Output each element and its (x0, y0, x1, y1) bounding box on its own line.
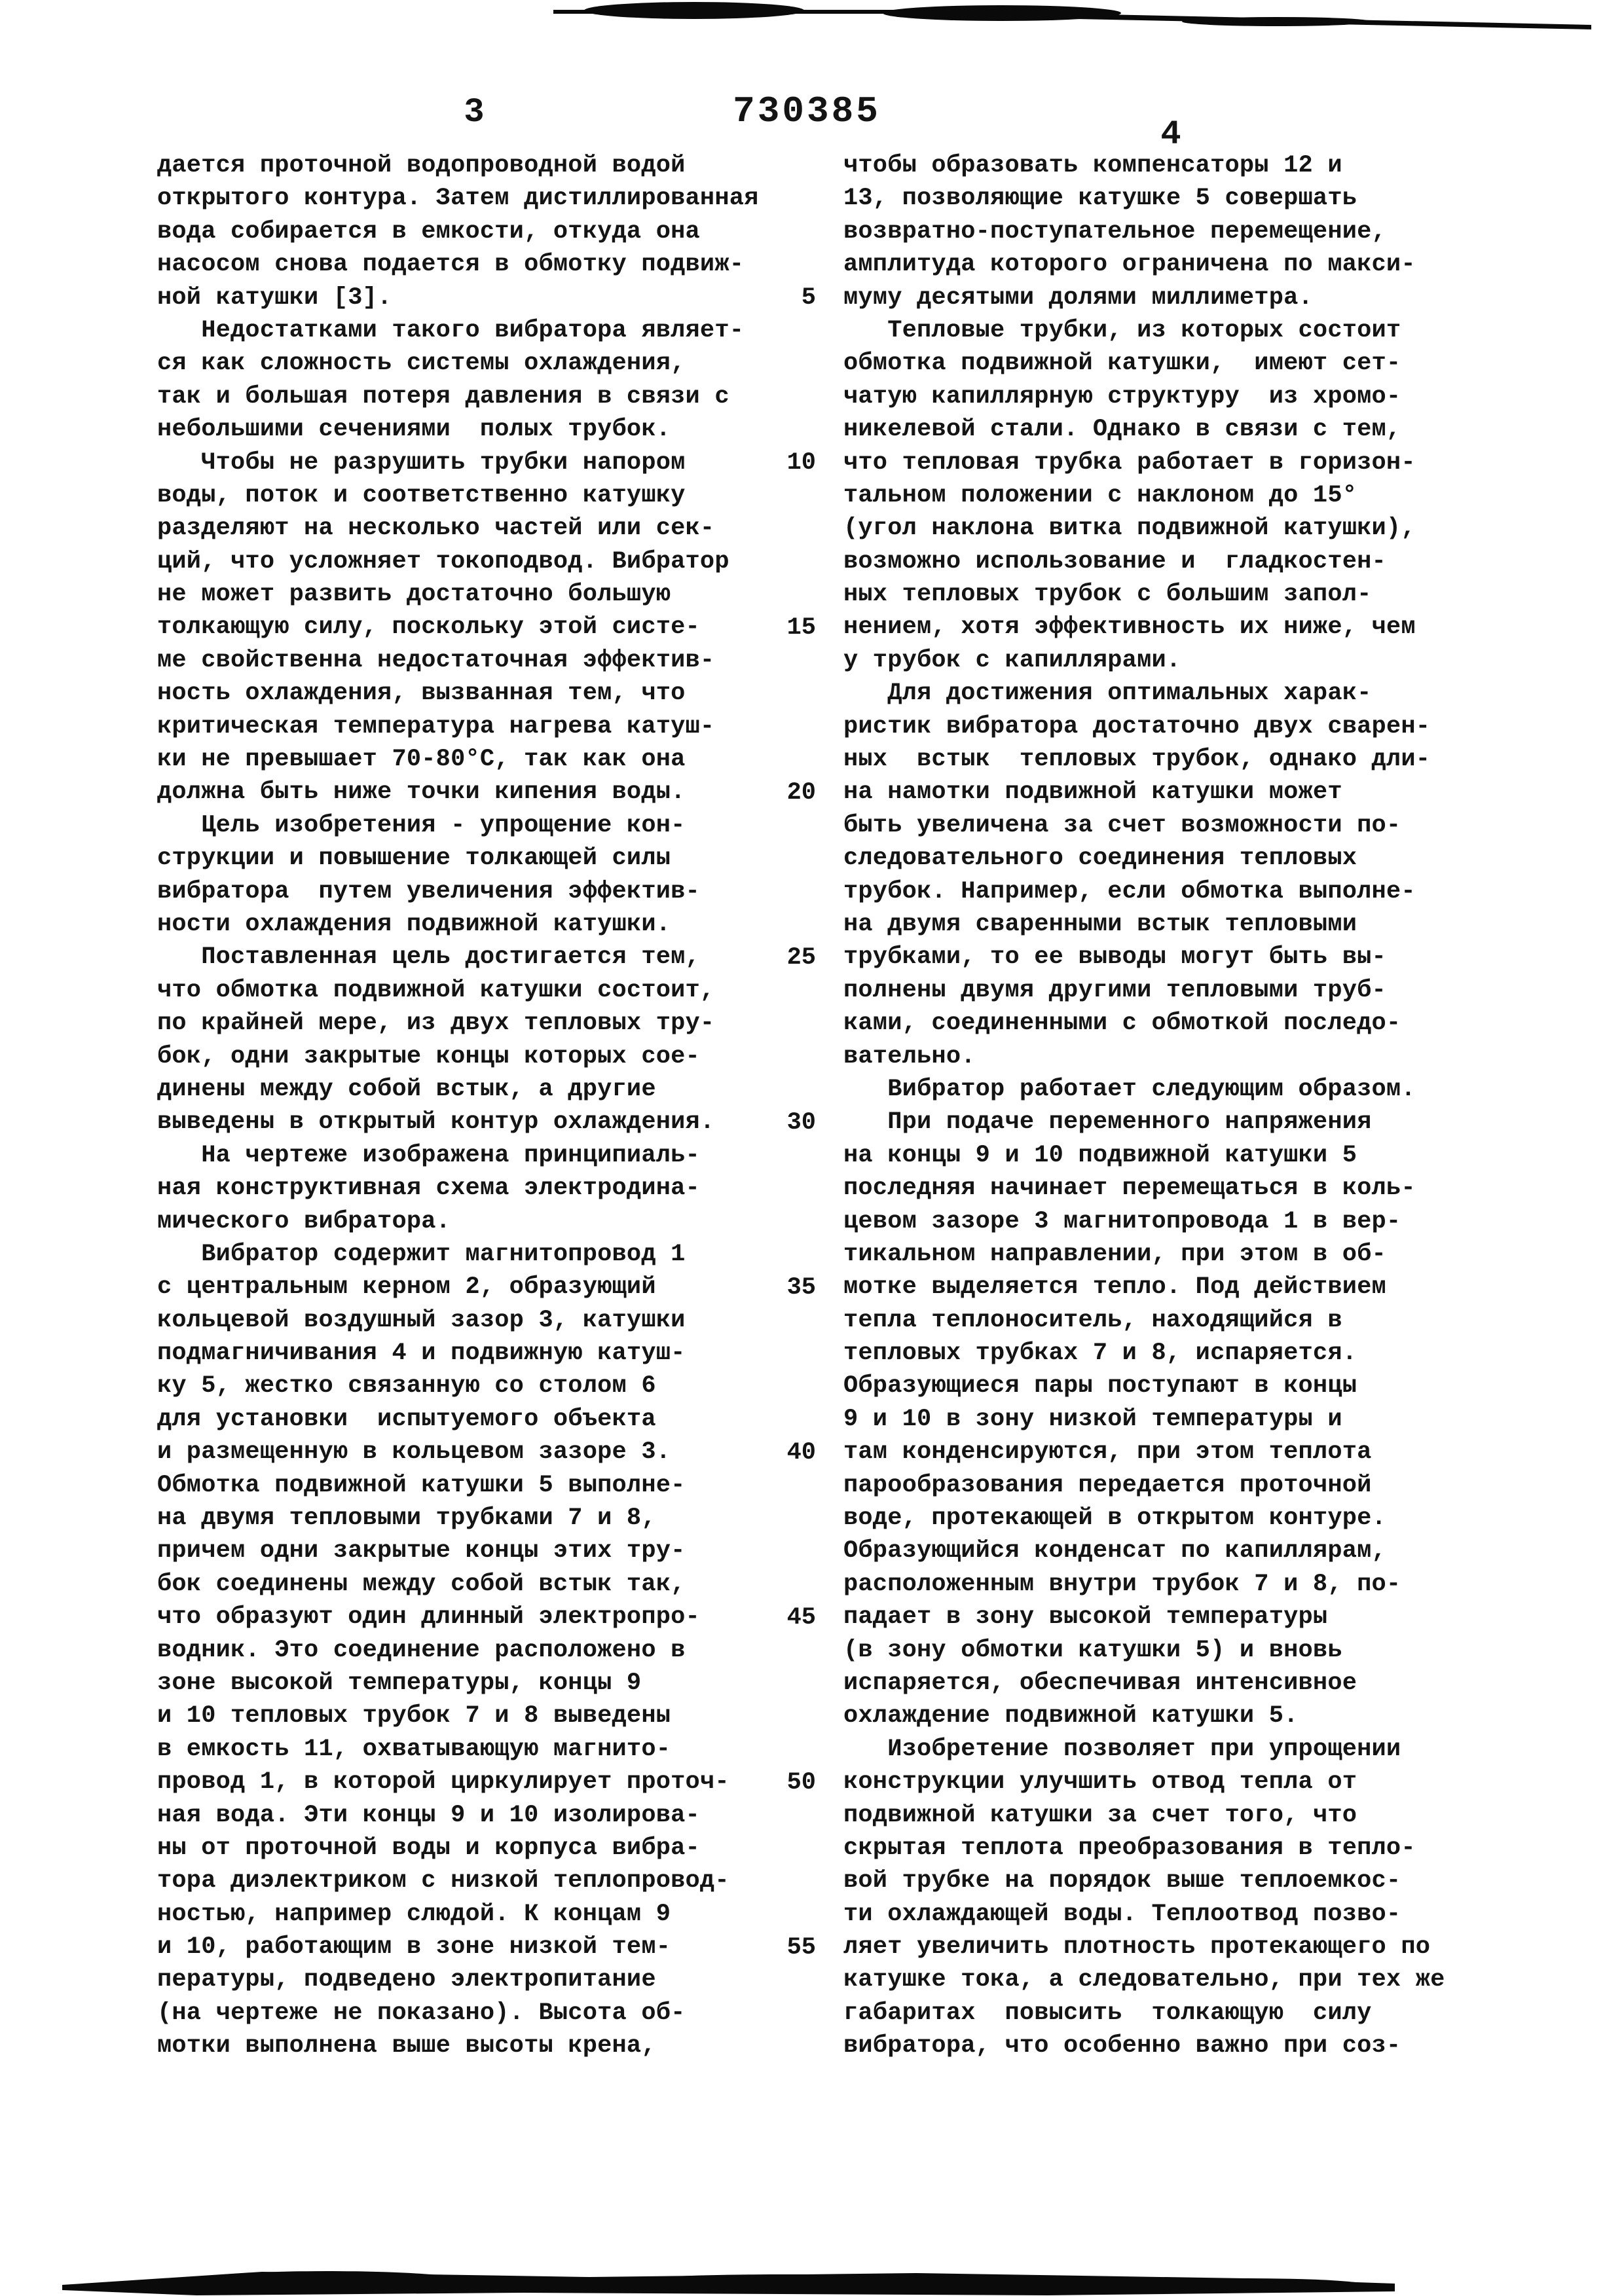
text-line: нением, хотя эффективность их ниже, чем (843, 613, 1416, 642)
text-line: Чтобы не разрушить трубки напором (157, 448, 686, 477)
text-line: так и большая потеря давления в связи с (157, 382, 729, 410)
text-line: насосом снова подается в обмотку подвиж- (157, 251, 745, 279)
text-line: скрытая теплота преобразования в тепло- (843, 1834, 1416, 1862)
text-line: (угол наклона витка подвижной катушки), (843, 515, 1416, 543)
text-line: Для достижения оптимальных харак- (843, 680, 1372, 708)
text-line: Образующийся конденсат по капиллярам, (843, 1537, 1386, 1565)
scan-artifact-bottom (0, 2255, 1624, 2296)
text-line: мического вибратора. (157, 1207, 451, 1235)
text-line: вибратора, что особенно важно при соз- (843, 2032, 1401, 2060)
text-line: катушке тока, а следовательно, при тех же (843, 1966, 1445, 1994)
text-line: на концы 9 и 10 подвижной катушки 5 (843, 1141, 1357, 1169)
text-line: ти охлаждающей воды. Теплоотвод позво- (843, 1900, 1401, 1928)
text-line: ристик вибратора достаточно двух сварен- (843, 712, 1431, 740)
text-line: динены между собой встык, а другие (157, 1075, 656, 1103)
text-line: вибратора путем увеличения эффектив- (157, 877, 700, 905)
text-line: чатую капиллярную структуру из хромо- (843, 382, 1401, 410)
text-line: причем одни закрытые концы этих тру- (157, 1537, 686, 1565)
text-line: и 10 тепловых трубок 7 и 8 выведены (157, 1702, 671, 1730)
text-line: никелевой стали. Однако в связи с тем, (843, 416, 1401, 444)
text-line: Поставленная цель достигается тем, (157, 943, 700, 972)
text-line: следовательного соединения тепловых (843, 845, 1357, 873)
text-line: расположенным внутри трубок 7 и 8, по- (843, 1570, 1401, 1598)
line-number: 25 (786, 943, 816, 972)
text-line: вой трубке на порядок выше теплоемкос- (843, 1867, 1401, 1895)
text-line: воды, поток и соответственно катушку (157, 481, 686, 509)
text-line: Вибратор содержит магнитопровод 1 (157, 1240, 686, 1268)
text-line: тикальном направлении, при этом в об- (843, 1240, 1386, 1268)
text-line: в емкость 11, охватывающую магнито- (157, 1735, 671, 1763)
patent-number: 730385 (733, 90, 881, 132)
text-line: конструкции улучшить отвод тепла от (843, 1768, 1357, 1796)
text-line: Вибратор работает следующим образом. (843, 1075, 1416, 1103)
line-number-gutter (766, 149, 816, 2068)
line-number: 50 (786, 1768, 816, 1796)
line-number: 40 (786, 1438, 816, 1467)
text-line: цевом зазоре 3 магнитопровода 1 в вер- (843, 1207, 1401, 1235)
text-line: провод 1, в которой циркулирует проточ- (157, 1768, 729, 1796)
text-line: на намотки подвижной катушки может (843, 778, 1342, 807)
text-line: ляет увеличить плотность протекающего по (843, 1933, 1431, 1961)
text-line: ки не превышает 70-80°С, так как она (157, 746, 686, 774)
text-line: Изобретение позволяет при упрощении (843, 1735, 1401, 1763)
text-line: муму десятыми долями миллиметра. (843, 283, 1313, 312)
text-line: тепловых трубках 7 и 8, испаряется. (843, 1339, 1357, 1368)
line-number: 5 (801, 283, 816, 312)
text-line: ций, что усложняет токоподвод. Вибратор (157, 547, 729, 575)
text-line: ностью, например слюдой. К концам 9 (157, 1900, 671, 1928)
text-line: не может развить достаточно большую (157, 581, 671, 609)
text-line: на двумя тепловыми трубками 7 и 8, (157, 1504, 656, 1533)
text-line: с центральным керном 2, образующий (157, 1273, 656, 1302)
right-text-column (843, 149, 1459, 2063)
text-line: толкающую силу, поскольку этой систе- (157, 613, 700, 642)
text-line: Образующиеся пары поступают в концы (843, 1372, 1357, 1400)
text-line: водник. Это соединение расположено в (157, 1636, 686, 1664)
text-line: При подаче переменного напряжения (843, 1108, 1372, 1137)
text-line: ку 5, жестко связанную со столом 6 (157, 1372, 656, 1400)
text-line: вательно. (843, 1042, 976, 1070)
text-line: там конденсируются, при этом теплота (843, 1438, 1372, 1467)
text-line: пературы, подведено электропитание (157, 1966, 656, 1994)
text-line: ная вода. Эти концы 9 и 10 изолирова- (157, 1801, 700, 1829)
text-line: обмотка подвижной катушки, имеют сет- (843, 350, 1401, 378)
text-line: струкции и повышение толкающей силы (157, 845, 671, 873)
text-line: 13, позволяющие катушке 5 совершать (843, 185, 1357, 213)
text-line: по крайней мере, из двух тепловых тру- (157, 1010, 715, 1038)
text-line: Тепловые трубки, из которых состоит (843, 316, 1401, 344)
text-line: и 10, работающим в зоне низкой тем- (157, 1933, 671, 1961)
line-number: 30 (786, 1108, 816, 1137)
text-line: (на чертеже не показано). Высота об- (157, 1999, 686, 2027)
text-line: падает в зону высокой температуры (843, 1603, 1328, 1631)
text-line: 9 и 10 в зону низкой температуры и (843, 1405, 1342, 1433)
text-line: ных тепловых трубок с большим запол- (843, 581, 1372, 609)
text-line: воде, протекающей в открытом контуре. (843, 1504, 1386, 1533)
text-line: вода собирается в емкости, откуда она (157, 217, 700, 246)
text-line: тальном положении с наклоном до 15° (843, 481, 1357, 509)
text-line: На чертеже изображена принципиаль- (157, 1141, 700, 1169)
text-line: открытого контура. Затем дистиллированная (157, 185, 759, 213)
text-line: возможно использование и гладкостен- (843, 547, 1386, 575)
text-line: полнены двумя другими тепловыми труб- (843, 976, 1386, 1004)
text-line: трубками, то ее выводы могут быть вы- (843, 943, 1386, 972)
text-line: тора диэлектриком с низкой теплопровод- (157, 1867, 729, 1895)
line-number: 10 (786, 448, 816, 477)
text-line: ности охлаждения подвижной катушки. (157, 910, 671, 938)
text-line: критическая температура нагрева катуш- (157, 712, 715, 740)
text-line: испаряется, обеспечивая интенсивное (843, 1669, 1357, 1697)
text-line: разделяют на несколько частей или сек- (157, 515, 715, 543)
line-number: 35 (786, 1273, 816, 1302)
text-line: Обмотка подвижной катушки 5 выполне- (157, 1471, 686, 1499)
text-line: на двумя сваренными встык тепловыми (843, 910, 1357, 938)
line-number: 45 (786, 1603, 816, 1631)
page-number-right: 4 (1160, 115, 1181, 154)
text-line: ками, соединенными с обмоткой последо- (843, 1010, 1401, 1038)
text-line: (в зону обмотки катушки 5) и вновь (843, 1636, 1342, 1664)
text-line: должна быть ниже точки кипения воды. (157, 778, 686, 807)
text-line: для установки испытуемого объекта (157, 1405, 656, 1433)
left-text-column (157, 149, 773, 2063)
text-line: что тепловая трубка работает в горизон- (843, 448, 1416, 477)
line-number: 55 (786, 1933, 816, 1961)
text-line: бок соединены между собой встык так, (157, 1570, 686, 1598)
text-line: бок, одни закрытые концы которых сое- (157, 1042, 700, 1070)
text-line: габаритах повысить толкающую силу (843, 1999, 1372, 2027)
text-line: у трубок с капиллярами. (843, 646, 1181, 674)
line-number: 20 (786, 778, 816, 807)
text-line: дается проточной водопроводной водой (157, 152, 686, 179)
text-line: Цель изобретения - упрощение кон- (157, 811, 686, 839)
text-line: последняя начинает перемещаться в коль- (843, 1175, 1416, 1203)
text-line: чтобы образовать компенсаторы 12 и (843, 152, 1342, 179)
line-number: 15 (786, 613, 816, 642)
text-line: охлаждение подвижной катушки 5. (843, 1702, 1299, 1730)
text-line: быть увеличена за счет возможности по- (843, 811, 1401, 839)
page-number-left: 3 (464, 93, 485, 132)
text-line: ся как сложность системы охлаждения, (157, 350, 686, 378)
text-line: что обмотка подвижной катушки состоит, (157, 976, 715, 1004)
text-line: ность охлаждения, вызванная тем, что (157, 680, 686, 708)
text-line: амплитуда которого ограничена по макси- (843, 251, 1416, 279)
text-line: ны от проточной воды и корпуса вибра- (157, 1834, 700, 1862)
text-line: мотке выделяется тепло. Под действием (843, 1273, 1386, 1302)
text-line: Недостатками такого вибратора являет- (157, 316, 745, 344)
text-line: ной катушки [3]. (157, 283, 392, 312)
text-line: кольцевой воздушный зазор 3, катушки (157, 1306, 686, 1334)
text-line: возвратно-поступательное перемещение, (843, 217, 1386, 246)
text-line: парообразования передается проточной (843, 1471, 1372, 1499)
text-line: ных встык тепловых трубок, однако дли- (843, 746, 1431, 774)
text-line: тепла теплоноситель, находящийся в (843, 1306, 1342, 1334)
text-line: небольшими сечениями полых трубок. (157, 416, 671, 444)
text-line: ная конструктивная схема электродина- (157, 1175, 700, 1203)
text-line: подмагничивания 4 и подвижную катуш- (157, 1339, 686, 1368)
text-line: подвижной катушки за счет того, что (843, 1801, 1357, 1829)
text-line: мотки выполнена выше высоты крена, (157, 2032, 656, 2060)
scan-artifact-top (0, 0, 1624, 46)
text-line: и размещенную в кольцевом зазоре 3. (157, 1438, 671, 1467)
text-line: выведены в открытый контур охлаждения. (157, 1108, 715, 1137)
text-line: зоне высокой температуры, концы 9 (157, 1669, 642, 1697)
text-line: что образуют один длинный электропро- (157, 1603, 700, 1631)
text-line: ме свойственна недостаточная эффектив- (157, 646, 715, 674)
text-line: трубок. Например, если обмотка выполне- (843, 877, 1416, 905)
